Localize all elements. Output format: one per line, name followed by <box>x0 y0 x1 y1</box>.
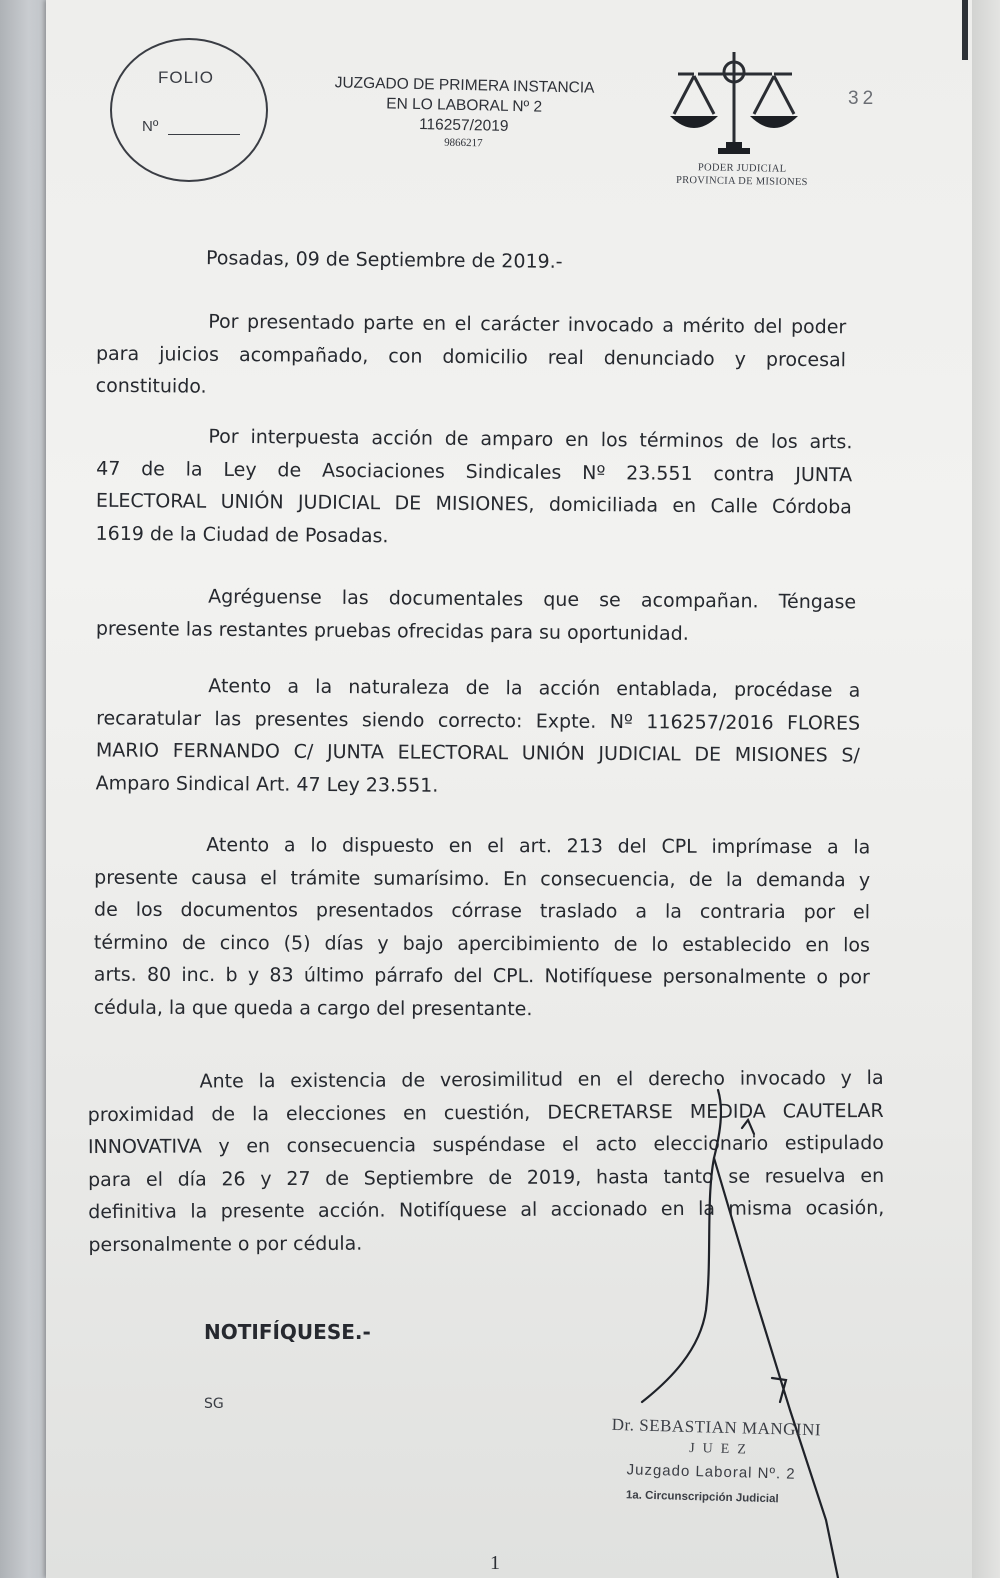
document-date: Posadas, 09 de Septiembre de 2019.- <box>205 247 563 273</box>
judge-circumscription: 1a. Circunscripción Judicial <box>625 1489 779 1506</box>
paragraph-line: constituido. <box>95 374 207 398</box>
page-number: 1 <box>490 1552 500 1574</box>
paragraph-line: para juicios acompañado, con domicilio real denunciado y procesal <box>95 342 847 371</box>
paragraph-line: presente causa el trámite sumarísimo. En consecuencia, de la demanda y <box>94 866 871 891</box>
paragraph-line: Por presentado parte en el carácter invocado a mérito del poder <box>208 310 847 339</box>
paragraph-line: Por interpuesta acción de amparo en los términos de los arts. <box>208 425 853 454</box>
paragraph-line: Atento a la naturaleza de la acción entablada, procédase a <box>208 675 861 702</box>
paragraph-5 <box>94 829 871 1027</box>
paragraph-line: MARIO FERNANDO C/ JUNTA ELECTORAL UNIÓN JUDICIAL DE MISIONES S/ <box>95 739 860 767</box>
judge-title: JUEZ <box>688 1440 755 1458</box>
paragraph-1 <box>96 305 847 409</box>
paragraph-line: Agréguense las documentales que se acompañan. Téngase <box>208 585 857 614</box>
paragraph-line: Amparo Sindical Art. 47 Ley 23.551. <box>95 771 439 797</box>
paragraph-3 <box>96 580 857 652</box>
internal-number: 9866217 <box>444 136 483 150</box>
folio-number-label: Nº <box>142 118 159 135</box>
paragraph-line: definitiva la presente acción. Notifíquese al accionado en la misma ocasión, <box>88 1196 885 1224</box>
paragraph-line: término de cinco (5) días y bajo apercibimiento de lo establecido en los <box>93 931 870 956</box>
paragraph-4 <box>96 669 861 804</box>
judiciary-line-1: PODER JUDICIAL <box>697 162 787 175</box>
paragraph-line: de los documentos presentados córrase traslado a la contraria por el <box>94 898 871 924</box>
folio-label: FOLIO <box>158 68 215 87</box>
case-number: 116257/2019 <box>418 116 509 135</box>
paragraph-line: 1619 de la Ciudad de Posadas. <box>95 522 389 547</box>
judge-name: Dr. SEBASTIAN MANGINI <box>611 1414 822 1440</box>
court-name: JUZGADO DE PRIMERA INSTANCIA <box>334 74 595 97</box>
paragraph-line: para el día 26 y 27 de Septiembre de 2019, hasta tanto se resuelva en <box>88 1164 885 1191</box>
handwritten-page-number: 32 <box>848 88 878 109</box>
paragraph-line: 47 de la Ley de Asociaciones Sindicales Nº 23.551 contra JUNTA <box>96 457 853 486</box>
paragraph-line: personalmente o por cédula. <box>88 1232 363 1256</box>
paragraph-line: Atento a lo dispuesto en el art. 213 del CPL imprímase a la <box>206 834 871 859</box>
paragraph-line: proximidad de la elecciones en cuestión, DECRETARSE MEDIDA CAUTELAR <box>87 1099 884 1126</box>
paragraph-line: INNOVATIVA y en consecuencia suspéndase el acto eleccionario estipulado <box>87 1131 884 1159</box>
court-division: EN LO LABORAL Nº 2 <box>386 95 543 116</box>
paragraph-line: Ante la existencia de verosimilitud en el derecho invocado y la <box>199 1066 884 1093</box>
judge-court: Juzgado Laboral Nº. 2 <box>626 1461 796 1483</box>
clerk-initials: SG <box>204 1396 224 1412</box>
paragraph-line: recaratular las presentes siendo correcto: Expte. Nº 116257/2016 FLORES <box>96 706 861 735</box>
paragraph-line: arts. 80 inc. b y 83 último párrafo del CPL. Notifíquese personalmente o por <box>93 963 870 989</box>
judiciary-line-2: PROVINCIA DE MISIONES <box>675 174 808 189</box>
closing-notification: NOTIFÍQUESE.- <box>204 1320 371 1344</box>
paragraph-line: presente las restantes pruebas ofrecidas para su oportunidad. <box>95 617 689 645</box>
paragraph-line: ELECTORAL UNIÓN JUDICIAL DE MISIONES, domiciliada en Calle Córdoba <box>95 489 852 519</box>
paragraph-2 <box>95 420 852 557</box>
paragraph-line: cédula, la que queda a cargo del presentante. <box>93 996 533 1020</box>
